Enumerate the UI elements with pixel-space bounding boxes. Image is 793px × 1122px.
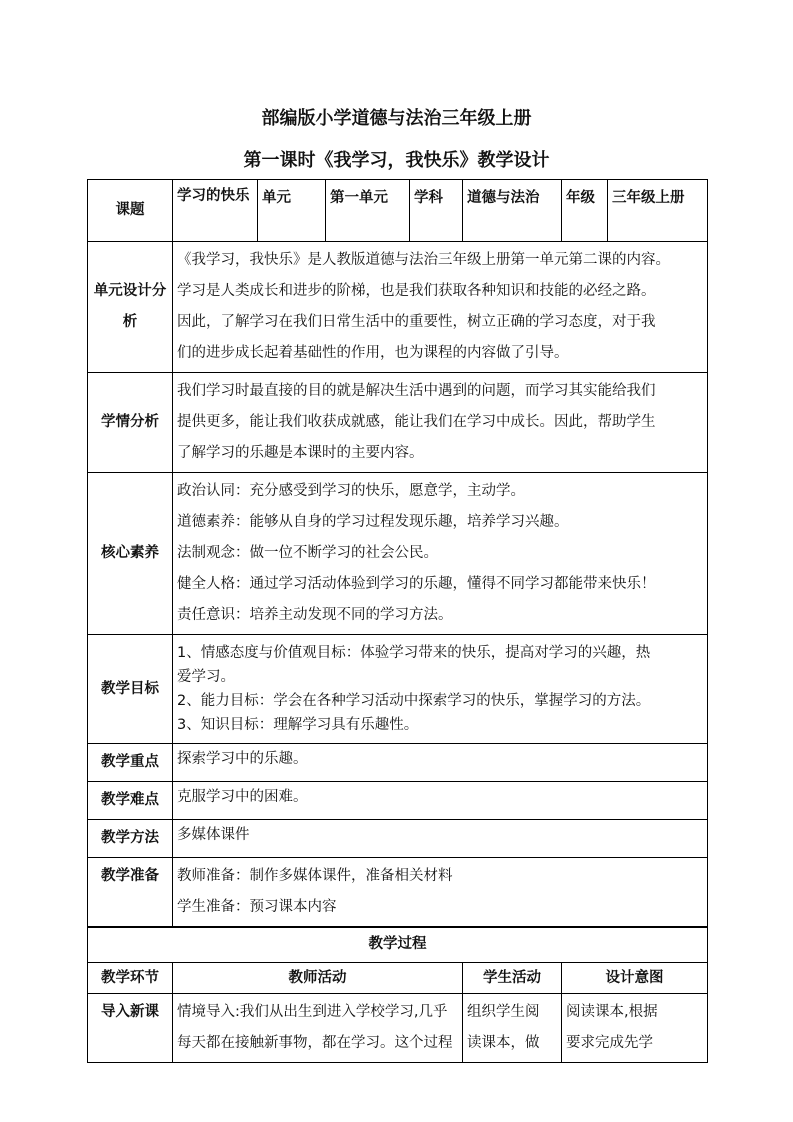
grade-value: 三年级上册 bbox=[608, 180, 708, 242]
preparation-content bbox=[173, 858, 708, 928]
process-design-intent bbox=[562, 994, 708, 1063]
subject-value: 道德与法治 bbox=[463, 180, 562, 242]
preparation-row bbox=[88, 858, 708, 928]
method-row bbox=[88, 820, 708, 858]
method-label: 教学方法 bbox=[88, 820, 173, 858]
unit-value: 第一单元 bbox=[326, 180, 410, 242]
preparation-label: 教学准备 bbox=[88, 858, 173, 928]
process-col-teacher: 教师活动 bbox=[173, 963, 463, 994]
unit-analysis-label-text: 单元设计分析 bbox=[93, 283, 167, 330]
key-point-label: 教学重点 bbox=[88, 744, 173, 782]
text-line: 要求完成先学 bbox=[566, 1035, 653, 1051]
document-title: 部编版小学道德与法治三年级上册 bbox=[261, 108, 532, 129]
unit-analysis-label bbox=[88, 242, 173, 373]
process-header-row bbox=[88, 963, 708, 994]
unit-label: 单元 bbox=[258, 180, 326, 242]
text-line: 健全人格：通过学习活动体验到学习的乐趣，懂得不同学习都能带来快乐！ bbox=[177, 576, 656, 592]
text-line: 读课本，做 bbox=[467, 1035, 540, 1051]
topic-label: 课题 bbox=[88, 180, 173, 242]
process-teacher-activity bbox=[173, 994, 463, 1063]
process-col-student: 学生活动 bbox=[463, 963, 562, 994]
student-analysis-row bbox=[88, 373, 708, 473]
text-line: 情境导入:我们从出生到进入学校学习,几乎 bbox=[177, 1004, 448, 1020]
text-line: 因此，了解学习在我们日常生活中的重要性，树立正确的学习态度，对于我 bbox=[177, 314, 656, 330]
text-line: 提供更多，能让我们收获成就感，能让我们在学习中成长。因此，帮助学生 bbox=[177, 414, 656, 430]
process-title: 教学过程 bbox=[88, 927, 708, 963]
unit-analysis-content bbox=[173, 242, 708, 373]
text-line: 责任意识：培养主动发现不同的学习方法。 bbox=[177, 607, 453, 623]
text-line: 每天都在接触新事物，都在学习。这个过程 bbox=[177, 1035, 453, 1051]
grade-label: 年级 bbox=[562, 180, 608, 242]
text-line: 《我学习，我快乐》是人教版道德与法治三年级上册第一单元第二课的内容。 bbox=[177, 252, 670, 268]
text-line: 组织学生阅 bbox=[467, 1004, 540, 1020]
method-value: 多媒体课件 bbox=[173, 820, 708, 858]
subject-label: 学科 bbox=[410, 180, 463, 242]
student-analysis-content bbox=[173, 373, 708, 473]
text-line: 们的进步成长起着基础性的作用，也为课程的内容做了引导。 bbox=[177, 345, 569, 361]
key-point-value: 探索学习中的乐趣。 bbox=[173, 744, 708, 782]
difficulty-label: 教学难点 bbox=[88, 782, 173, 820]
key-point-row bbox=[88, 744, 708, 782]
text-line: 学生准备：预习课本内容 bbox=[177, 899, 337, 915]
process-col-intent: 设计意图 bbox=[562, 963, 708, 994]
topic-value: 学习的快乐 bbox=[173, 180, 258, 242]
text-line: 3、知识目标：理解学习具有乐趣性。 bbox=[177, 717, 419, 733]
process-col-stage: 教学环节 bbox=[88, 963, 173, 994]
student-analysis-label: 学情分析 bbox=[88, 373, 173, 473]
text-line: 1、情感态度与价值观目标：体验学习带来的快乐，提高对学习的兴趣，热 bbox=[177, 645, 651, 661]
unit-analysis-row bbox=[88, 242, 708, 373]
difficulty-row bbox=[88, 782, 708, 820]
teaching-goals-content bbox=[173, 635, 708, 744]
text-line: 了解学习的乐趣是本课时的主要内容。 bbox=[177, 445, 424, 461]
core-literacy-label: 核心素养 bbox=[88, 473, 173, 635]
text-line: 2、能力目标：学会在各种学习活动中探索学习的快乐，掌握学习的方法。 bbox=[177, 693, 651, 709]
text-line: 阅读课本,根据 bbox=[566, 1004, 658, 1020]
text-line: 法制观念：做一位不断学习的社会公民。 bbox=[177, 545, 438, 561]
lesson-plan-table bbox=[87, 179, 708, 1063]
document-subtitle: 第一课时《我学习，我快乐》教学设计 bbox=[243, 150, 550, 171]
core-literacy-content bbox=[173, 473, 708, 635]
text-line: 爱学习。 bbox=[177, 669, 235, 685]
text-line: 教师准备：制作多媒体课件，准备相关材料 bbox=[177, 868, 453, 884]
text-line: 政治认同：充分感受到学习的快乐，愿意学，主动学。 bbox=[177, 483, 525, 499]
teaching-goals-label: 教学目标 bbox=[88, 635, 173, 744]
process-title-row bbox=[88, 927, 708, 963]
process-stage: 导入新课 bbox=[88, 994, 173, 1063]
text-line: 我们学习时最直接的目的就是解决生活中遇到的问题，而学习其实能给我们 bbox=[177, 383, 656, 399]
text-line: 道德素养：能够从自身的学习过程发现乐趣，培养学习兴趣。 bbox=[177, 514, 569, 530]
text-line: 学习是人类成长和进步的阶梯，也是我们获取各种知识和技能的必经之路。 bbox=[177, 283, 656, 299]
process-row bbox=[88, 994, 708, 1063]
core-literacy-row bbox=[88, 473, 708, 635]
process-student-activity bbox=[463, 994, 562, 1063]
header-row bbox=[88, 180, 708, 242]
difficulty-value: 克服学习中的困难。 bbox=[173, 782, 708, 820]
teaching-goals-row bbox=[88, 635, 708, 744]
